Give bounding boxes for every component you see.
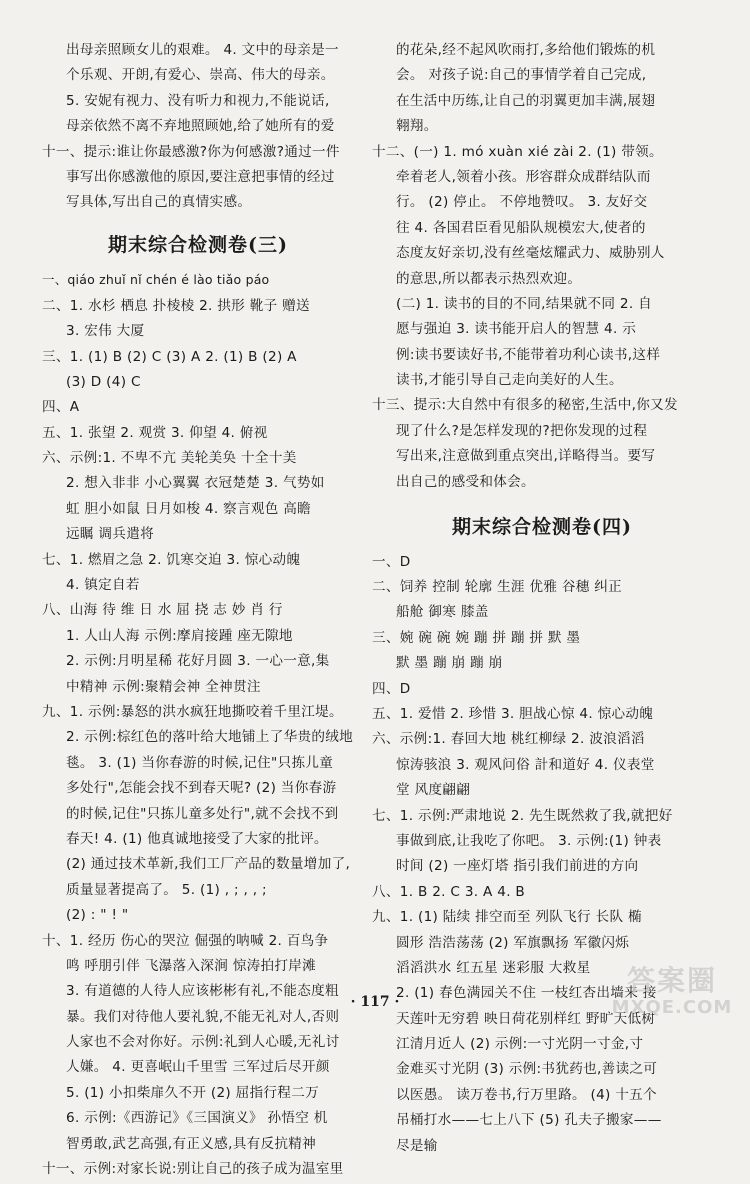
answer-line: 2. 想入非非 小心翼翼 衣冠楚楚 3. 气势如 bbox=[66, 475, 325, 492]
answer-line: 出母亲照顾女儿的艰难。 4. 文中的母亲是一 bbox=[66, 42, 339, 58]
answer-line: 鸣 呼朋引伴 飞瀑落入深涧 惊涛拍打岸滩 bbox=[66, 957, 317, 974]
watermark-url: MXQE.COM bbox=[611, 997, 733, 1018]
answer-line: 的花朵,经不起风吹雨打,多给他们锻炼的机 bbox=[396, 42, 656, 58]
answer-line: 五、1. 张望 2. 观赏 3. 仰望 4. 俯视 bbox=[42, 424, 268, 441]
answer-line: 尽是输 bbox=[396, 1137, 438, 1154]
answer-line: 堂 风度翩翩 bbox=[396, 782, 471, 799]
answer-line: 四、A bbox=[42, 399, 80, 416]
answer-line: 船舱 御寒 膝盖 bbox=[396, 604, 489, 621]
answer-line: 翱翔。 bbox=[396, 118, 438, 135]
answer-line: 写出来,注意做到重点突出,详略得当。要写 bbox=[396, 448, 656, 465]
answer-line: 在生活中历练,让自己的羽翼更加丰满,展翅 bbox=[396, 92, 656, 109]
answer-column-left bbox=[42, 40, 354, 1184]
answer-line: 3. 有道德的人待人应该彬彬有礼,不能态度粗 bbox=[66, 983, 339, 1000]
answer-line: 5. 安妮有视力、没有听力和视力,不能说话, bbox=[66, 92, 330, 109]
answer-line: 人嫌。 4. 更喜岷山千里雪 三军过后尽开颜 bbox=[66, 1059, 330, 1076]
answer-line: 3. 宏伟 大厦 bbox=[66, 323, 145, 340]
answer-line: 十二、(一) 1. mó xuàn xié zài 2. (1) 带领。 bbox=[372, 143, 663, 160]
answer-line: 江清月近人 (2) 示例:一寸光阴一寸金,寸 bbox=[396, 1036, 644, 1053]
answer-line: 七、1. 示例:严肃地说 2. 先生既然救了我,就把好 bbox=[372, 807, 673, 824]
answer-line: 默 墨 蹦 崩 蹦 崩 bbox=[396, 655, 503, 672]
answer-line: 态度友好亲切,没有丝毫炫耀武力、威胁别人 bbox=[396, 245, 665, 262]
answer-line: 三、婉 碗 碗 婉 蹦 拼 蹦 拼 默 墨 bbox=[372, 629, 581, 646]
answer-line: 读书,才能引导自己走向美好的人生。 bbox=[396, 372, 623, 389]
answer-line: (2) : " ! " bbox=[66, 907, 129, 924]
answer-line: 虹 胆小如鼠 日月如梭 4. 察言观色 高瞻 bbox=[66, 500, 312, 517]
answer-line: (2) 通过技术革新,我们工厂产品的数量增加了, bbox=[66, 856, 351, 873]
answer-line: 远瞩 调兵遣将 bbox=[66, 526, 154, 543]
answer-line: 会。 对孩子说:自己的事情学着自己完成, bbox=[396, 67, 647, 84]
answer-line: 出自己的感受和体会。 bbox=[396, 473, 535, 490]
answer-line: 写具体,写出自己的真情实感。 bbox=[66, 194, 252, 211]
answer-line: 母亲依然不离不弃地照顾她,给了她所有的爱 bbox=[66, 118, 335, 135]
answer-line: 六、示例:1. 不卑不亢 美轮美奂 十全十美 bbox=[42, 450, 297, 467]
answer-line: 2. (1) 春色满园关不住 一枝红杏出墙来 接 bbox=[396, 985, 657, 1002]
section-title: 期末综合检测卷(四) bbox=[452, 515, 632, 538]
answer-line: 5. (1) 小扣柴扉久不开 (2) 屈指行程二万 bbox=[66, 1084, 319, 1101]
answer-line: 十一、提示:谁让你最感激?你为何感激?通过一件 bbox=[42, 143, 340, 160]
answer-line: 行。 (2) 停止。 不停地赞叹。 3. 友好交 bbox=[396, 194, 648, 211]
answer-line: 多处行",怎能会找不到春天呢? (2) 当你春游 bbox=[66, 780, 337, 797]
answer-line: 八、1. B 2. C 3. A 4. B bbox=[372, 883, 526, 900]
answer-line: 暴。我们对待他人要礼貌,不能无礼对人,否则 bbox=[66, 1008, 340, 1025]
answer-line: 牵着老人,领着小孩。形容群众成群结队而 bbox=[396, 168, 651, 185]
answer-line: 的意思,所以都表示热烈欢迎。 bbox=[396, 270, 582, 287]
answer-line: 三、1. (1) B (2) C (3) A 2. (1) B (2) A bbox=[42, 348, 297, 365]
page-number: · 117 · bbox=[350, 994, 400, 1010]
answer-line: 智勇敢,武艺高强,有正义感,具有反抗精神 bbox=[66, 1135, 317, 1152]
answer-line: 例:读书要读好书,不能带着功利心读书,这样 bbox=[396, 346, 661, 363]
section-title: 期末综合检测卷(三) bbox=[108, 234, 288, 257]
answer-line: 一、qiáo zhuǐ nǐ chén é lào tiǎo páo bbox=[42, 272, 270, 288]
answer-line: 现了什么?是怎样发现的?把你发现的过程 bbox=[396, 422, 648, 439]
answer-line: 中精神 示例:聚精会神 全神贯注 bbox=[66, 678, 261, 695]
answer-line: 天莲叶无穷碧 映日荷花别样红 野旷天低树 bbox=[396, 1010, 656, 1027]
answer-line: 一、D bbox=[372, 553, 411, 570]
answer-line: (二) 1. 读书的目的不同,结果就不同 2. 自 bbox=[396, 295, 652, 312]
answer-line: 八、山海 待 维 日 水 屈 挠 志 妙 肖 行 bbox=[42, 602, 283, 619]
answer-line: 个乐观、开朗,有爱心、崇高、伟大的母亲。 bbox=[66, 67, 335, 84]
answer-line: 十、1. 经历 伤心的哭泣 倔强的呐喊 2. 百鸟争 bbox=[42, 932, 329, 949]
answer-line: 二、1. 水杉 栖息 扑棱棱 2. 拱形 靴子 赠送 bbox=[42, 297, 310, 314]
answer-line: 2. 示例:棕红色的落叶给大地铺上了华贵的绒地 bbox=[66, 729, 354, 746]
answer-line: 往 4. 各国君臣看见船队规模宏大,使者的 bbox=[396, 219, 646, 236]
answer-line: 十一、示例:对家长说:别让自己的孩子成为温室里 bbox=[42, 1161, 344, 1178]
answer-line: 金难买寸光阴 (3) 示例:书犹药也,善读之可 bbox=[396, 1061, 658, 1078]
answer-line: 吊桶打水——七上八下 (5) 孔夫子搬家—— bbox=[396, 1112, 662, 1129]
answer-line: 六、示例:1. 春回大地 桃红柳绿 2. 波浪滔滔 bbox=[372, 731, 645, 748]
answer-line: 二、饲养 控制 轮廓 生涯 优雅 谷穗 纠正 bbox=[372, 579, 623, 596]
answer-line: 九、1. 示例:暴怒的洪水疯狂地撕咬着千里江堤。 bbox=[42, 703, 343, 720]
answer-line: 九、1. (1) 陆续 排空而至 列队飞行 长队 椭 bbox=[372, 909, 642, 926]
answer-line: 愿与强迫 3. 读书能开启人的智慧 4. 示 bbox=[396, 321, 637, 338]
answer-line: 事做到底,让我吃了你吧。 3. 示例:(1) 钟表 bbox=[396, 832, 662, 849]
watermark-text: 答案圈 bbox=[626, 964, 717, 997]
answer-line: 的时候,记住"只拣儿童多处行",就不会找不到 bbox=[66, 805, 339, 822]
answer-line: 以医愚。 读万卷书,行万里路。 (4) 十五个 bbox=[396, 1086, 657, 1103]
answer-line: 滔滔洪水 红五星 迷彩服 大救星 bbox=[396, 959, 591, 976]
answer-line: 春天! 4. (1) 他真诚地接受了大家的批评。 bbox=[66, 830, 328, 847]
answer-line: 七、1. 燃眉之急 2. 饥寒交迫 3. 惊心动魄 bbox=[42, 551, 301, 568]
answer-line: 质量显著提高了。 5. (1) , ; , , ; bbox=[66, 881, 267, 898]
answer-line: 1. 人山人海 示例:摩肩接踵 座无隙地 bbox=[66, 627, 293, 644]
answer-line: 毯。 3. (1) 当你春游的时候,记住"只拣儿童 bbox=[66, 754, 334, 771]
answer-line: 时间 (2) 一座灯塔 指引我们前进的方向 bbox=[396, 858, 639, 875]
answer-line: 惊涛骇浪 3. 观风问俗 計和道好 4. 仪表堂 bbox=[396, 756, 655, 773]
answer-line: 四、D bbox=[372, 680, 411, 697]
answer-line: (3) D (4) C bbox=[66, 373, 141, 390]
answer-line: 十三、提示:大自然中有很多的秘密,生活中,你又发 bbox=[372, 397, 678, 414]
answer-line: 2. 示例:月明星稀 花好月圆 3. 一心一意,集 bbox=[66, 653, 330, 670]
answer-line: 事写出你感激他的原因,要注意把事情的经过 bbox=[66, 168, 335, 185]
answer-line: 圆形 浩浩荡荡 (2) 军旗飘扬 军徽闪烁 bbox=[396, 934, 630, 951]
answer-line: 五、1. 爱惜 2. 珍惜 3. 胆战心惊 4. 惊心动魄 bbox=[372, 705, 654, 722]
answer-line: 人家也不会对你好。示例:礼到人心暖,无礼讨 bbox=[66, 1034, 340, 1051]
watermark-logo bbox=[608, 964, 736, 1018]
answer-line: 4. 镇定自若 bbox=[66, 577, 140, 594]
answer-line: 6. 示例:《西游记》《三国演义》 孙悟空 机 bbox=[66, 1110, 328, 1127]
